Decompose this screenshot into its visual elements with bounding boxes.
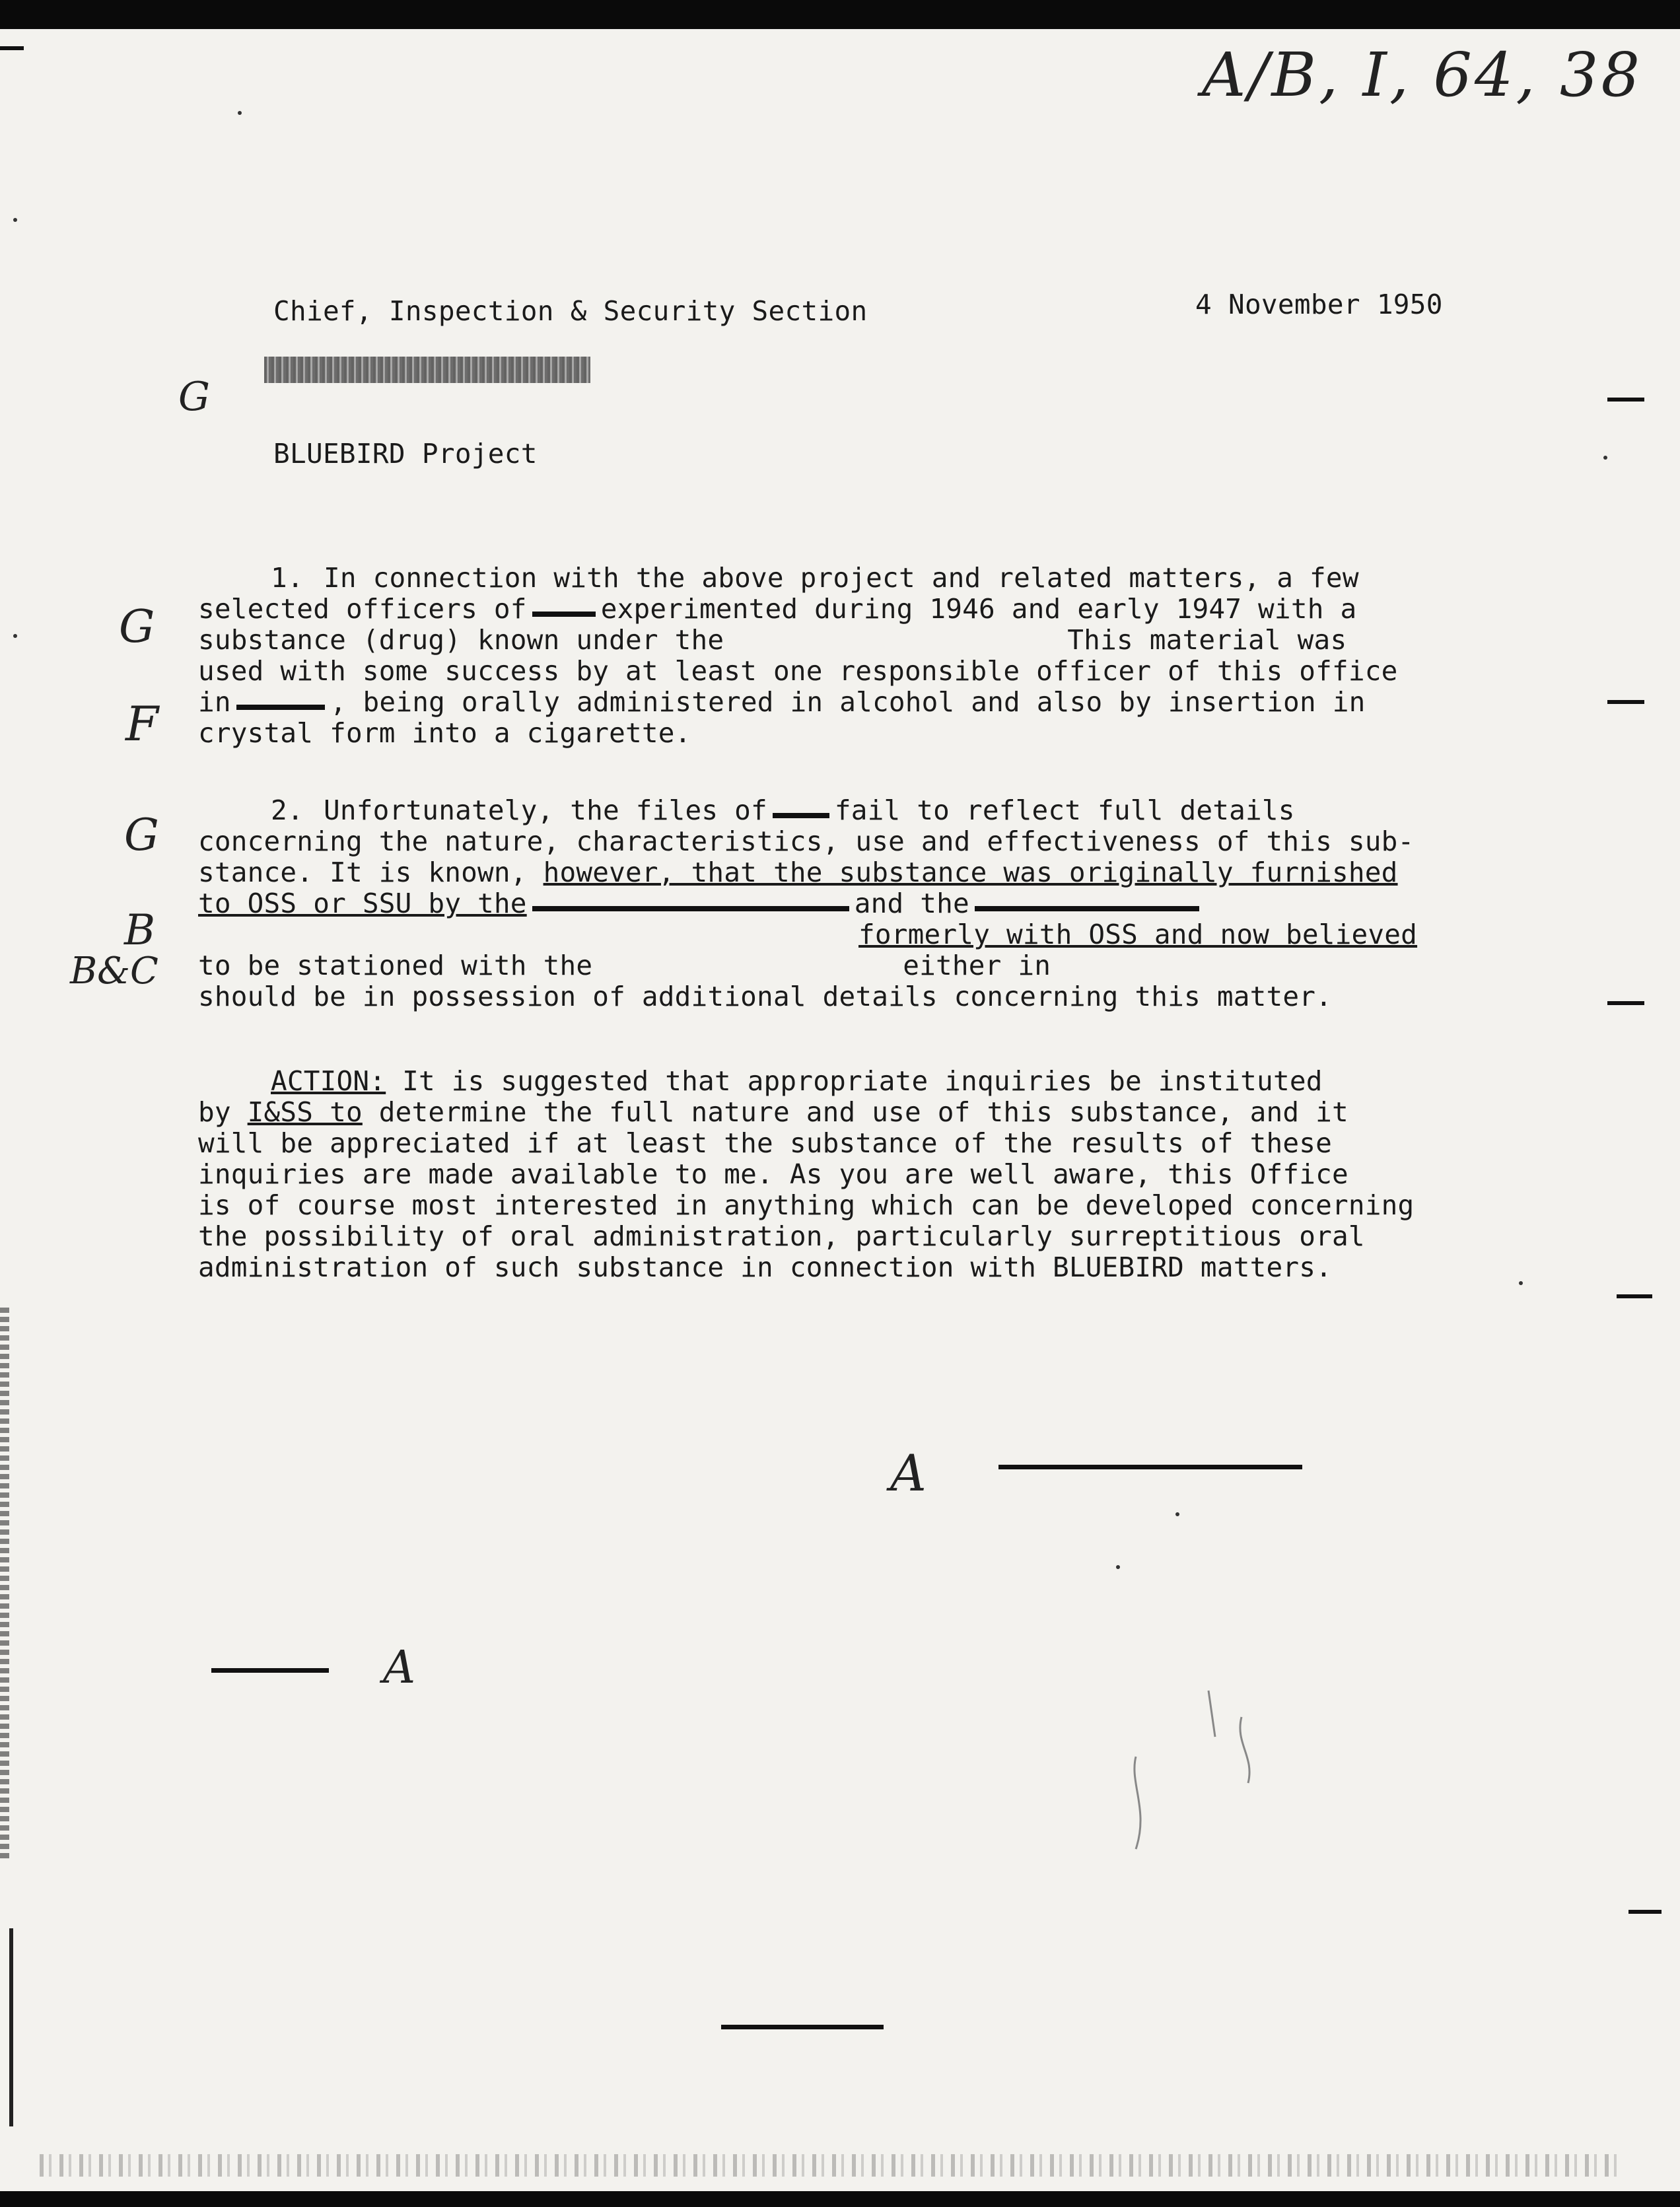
margin-mark-b: B (124, 906, 156, 955)
paragraph-2-number: 2. (271, 794, 304, 826)
speck (1116, 1565, 1120, 1569)
speck (1175, 1512, 1179, 1516)
margin-mark-g1: G (178, 374, 210, 420)
speck (238, 111, 242, 115)
scan-edge-left (0, 1308, 9, 1862)
rule-bottom (721, 2025, 884, 2029)
redaction-blank (236, 698, 325, 710)
margin-mark-f: F (125, 696, 158, 752)
scan-noise-bottom (40, 2154, 1625, 2177)
rule-left (211, 1668, 329, 1673)
margin-dash (1628, 1910, 1662, 1914)
scan-border-bottom (0, 2191, 1680, 2207)
redaction-blank (975, 899, 1199, 911)
scan-edge-bar (9, 1928, 13, 2126)
scan-border-top (0, 0, 1680, 29)
memo-to: Chief, Inspection & Security Section (273, 295, 868, 327)
margin-mark-a2: A (383, 1642, 416, 1694)
memo-date: 4 November 1950 (1195, 289, 1443, 320)
redaction-blank (532, 899, 849, 911)
margin-mark-g2: G (119, 601, 155, 653)
signature-rule (998, 1465, 1302, 1469)
action-paragraph: ACTION: It is suggested that appropriate inquiries be instituted by I&SS to determine the full nature and use of this substance, and it will be appreciated if at least the substance of the results of these inquiries are made available to me. As you are well aware, this Office is of course most interested in anything which can be developed concerning the possibility of oral administration, particularly surreptitious oral administration of such substance in connection with BLUEBIRD matters. (198, 1065, 1415, 1283)
margin-dash (1607, 1001, 1644, 1005)
margin-mark-bc: B&C (70, 950, 158, 993)
from-redaction (264, 357, 590, 383)
speck (1603, 456, 1607, 460)
redaction-blank (532, 605, 596, 617)
action-label: ACTION: (271, 1065, 386, 1097)
paragraph-1-number: 1. (271, 562, 304, 594)
memo-subject: BLUEBIRD Project (273, 438, 538, 470)
speck (13, 218, 17, 222)
paragraph-1: 1. In connection with the above project and related matters, a few selected officers of experimented during 1946 and early 1947 with a substance (drug) known under the This material was used with some success by at least one responsible officer of this office in , being orally administered in alcohol and also by insertion in crystal form into a cigarette. (198, 562, 1398, 749)
faint-scribble (1109, 1677, 1294, 1902)
paragraph-2: 2. Unfortunately, the files of fail to reflect full details concerning the nature, characteristics, use and effectiveness of this sub- stance. It is known, however, that the substance was originally furnished to OSS or SSU by the and the formerly with OSS and now believed to be stationed with the either in should be in possession of additional details concerning this matter. (198, 794, 1418, 1012)
handwritten-reference-number: A/B, I, 64, 38 (1202, 40, 1642, 110)
speck (13, 634, 17, 638)
margin-dash (0, 46, 24, 50)
margin-mark-a1: A (890, 1444, 927, 1502)
redaction-blank (773, 806, 829, 818)
margin-dash (1607, 398, 1644, 402)
margin-dash (1607, 700, 1644, 704)
margin-mark-g3: G (124, 810, 159, 860)
margin-dash (1617, 1294, 1652, 1298)
speck (1519, 1281, 1523, 1285)
